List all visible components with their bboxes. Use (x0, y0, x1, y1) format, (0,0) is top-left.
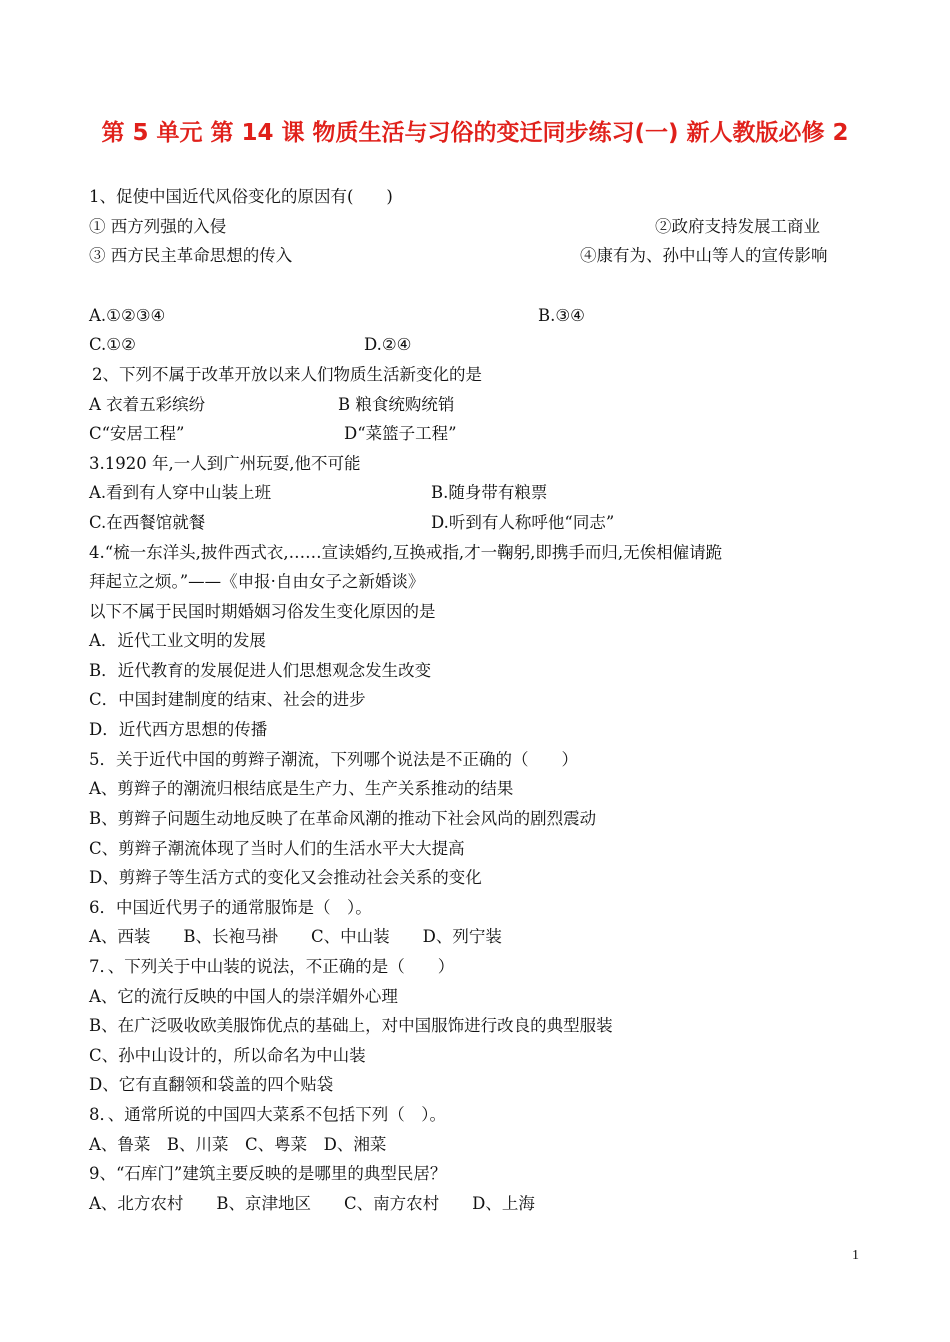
question-4-prompt: 以下不属于民国时期婚姻习俗发生变化原因的是 (89, 602, 436, 621)
q5-option-a: A、剪辫子的潮流归根结底是生产力、生产关系推动的结果 (89, 779, 514, 798)
q7-option-a: A、它的流行反映的中国人的崇洋媚外心理 (89, 987, 398, 1006)
q1-item-4: ④康有为、孙中山等人的宣传影响 (580, 246, 828, 265)
q2-option-a: A 衣着五彩缤纷 (89, 395, 206, 414)
q2-option-d: D“菜篮子工程” (344, 424, 457, 443)
q7-option-d: D、它有直翻领和袋盖的四个贴袋 (89, 1075, 334, 1094)
q1-item-1: ① 西方列强的入侵 (89, 217, 227, 236)
q1-option-b: B.③④ (538, 306, 585, 325)
question-4-stem-line-2: 拜起立之烦。”——《申报·自由女子之新婚谈》 (89, 572, 425, 591)
q4-option-c: C．中国封建制度的结束、社会的进步 (89, 690, 366, 709)
question-7-stem: 7．、下列关于中山装的说法，不正确的是（ ） (89, 957, 455, 976)
q3-option-c: C.在西餐馆就餐 (89, 513, 206, 532)
q1-item-2: ②政府支持发展工商业 (655, 217, 820, 236)
q1-option-a: A.①②③④ (89, 306, 166, 325)
q3-option-a: A.看到有人穿中山装上班 (89, 483, 272, 502)
page-title: 第 5 单元 第 14 课 物质生活与习俗的变迁同步练习(一) 新人教版必修 2 (101, 120, 849, 146)
question-5-stem: 5．关于近代中国的剪辫子潮流，下列哪个说法是不正确的（ ） (89, 750, 578, 769)
q1-item-3: ③ 西方民主革命思想的传入 (89, 246, 293, 265)
q5-option-c: C、剪辫子潮流体现了当时人们的生活水平大大提高 (89, 839, 465, 858)
q1-option-c: C.①② (89, 335, 136, 354)
q8-options: A、鲁菜 B、川菜 C、粤菜 D、湘菜 (89, 1135, 387, 1154)
q1-option-d: D.②④ (364, 335, 412, 354)
q7-option-b: B、在广泛吸收欧美服饰优点的基础上，对中国服饰进行改良的典型服装 (89, 1016, 613, 1035)
question-9-stem: 9、“石库门”建筑主要反映的是哪里的典型民居？ (89, 1164, 447, 1183)
q4-option-b: B．近代教育的发展促进人们思想观念发生改变 (89, 661, 432, 680)
q2-option-b: B 粮食统购统销 (338, 395, 455, 414)
question-6-stem: 6．中国近代男子的通常服饰是（ ）。 (89, 898, 372, 917)
question-1-stem: 1、促使中国近代风俗变化的原因有( ) (89, 187, 393, 206)
q5-option-d: D、剪辫子等生活方式的变化又会推动社会关系的变化 (89, 868, 482, 887)
q3-option-b: B.随身带有粮票 (431, 483, 548, 502)
q2-option-c: C“安居工程” (89, 424, 185, 443)
q4-option-d: D．近代西方思想的传播 (89, 720, 268, 739)
question-2-stem: 2、下列不属于改革开放以来人们物质生活新变化的是 (92, 365, 482, 384)
question-4-stem-line-1: 4.“梳一东洋头,披件西式衣,……宣读婚约,互换戒指,才一鞠躬,即携手而归,无俟相僱请跪 (89, 543, 723, 562)
q7-option-c: C、孙中山设计的，所以命名为中山装 (89, 1046, 366, 1065)
q9-options: A、北方农村 B、京津地区 C、南方农村 D、上海 (89, 1194, 535, 1213)
q4-option-a: A．近代工业文明的发展 (89, 631, 266, 650)
q6-options: A、西装 B、长袍马褂 C、中山装 D、列宁装 (89, 927, 502, 946)
page-number: 1 (852, 1248, 859, 1263)
question-8-stem: 8．、通常所说的中国四大菜系不包括下列（ ）。 (89, 1105, 446, 1124)
q3-option-d: D.听到有人称呼他“同志” (431, 513, 615, 532)
question-3-stem: 3.1920 年,一人到广州玩耍,他不可能 (89, 454, 361, 473)
q5-option-b: B、剪辫子问题生动地反映了在革命风潮的推动下社会风尚的剧烈震动 (89, 809, 597, 828)
